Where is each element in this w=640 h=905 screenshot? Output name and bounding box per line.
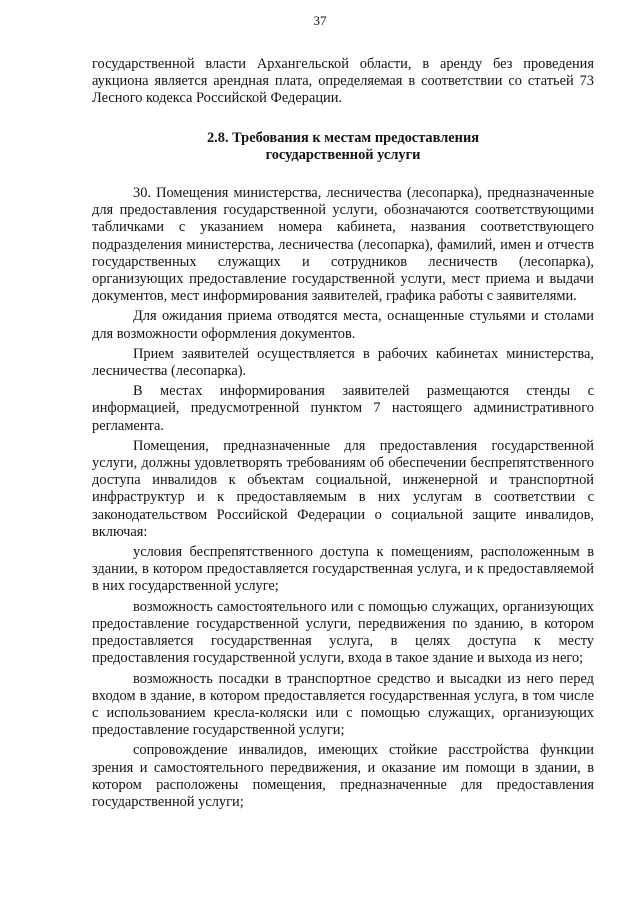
paragraph-30: 30. Помещения министерства, лесничества (лесопарка), предназначенные для предоставления государственной услуги, обозначаются соответствующими табличками с указанием номера кабинета, названия соответствующего подразделения министерства, лесничества (лесопарка), фамилий, имен и отчеств государственных служащих и сотрудников лесничеств (лесопарка), организующих предоставление государственной услуги, мест приема и выдачи документов, мест информирования заявителей, графика работы с заявителями. [92, 185, 594, 305]
list-item-movement: возможность самостоятельного или с помощью служащих, организующих предоставление государственной услуги, передвижения по зданию, в котором предоставляется государственная услуга, в целях доступа к месту предоставления государственной услуги, входа в такое здание и выхода из него; [92, 598, 594, 667]
list-item-transport: возможность посадки в транспортное средство и высадки из него перед входом в здание, в котором предоставляется государственная услуга, в том числе с использованием кресла-коляски или с помощью служащих, организующих предоставление государственной услуги; [92, 670, 594, 739]
paragraph-accessibility: Помещения, предназначенные для предоставления государственной услуги, должны удовлетворять требованиям об обеспечении беспрепятственного доступа инвалидов к объектам социальной, инженерной и транспортной инфраструктур и к предоставляемым в них услугам в соответствии с законодательством Российской Федерации о социальной защите инвалидов, включая: [92, 437, 594, 540]
paragraph-info-stands: В местах информирования заявителей размещаются стенды с информацией, предусмотренной пунктом 7 настоящего административного регламента. [92, 383, 594, 434]
section-heading-line-2: государственной услуги [265, 146, 421, 163]
section-heading [92, 130, 594, 164]
paragraph-waiting-area: Для ожидания приема отводятся места, оснащенные стульями и столами для возможности оформления документов. [92, 308, 594, 342]
paragraph-reception: Прием заявителей осуществляется в рабочих кабинетах министерства, лесничества (лесопарка). [92, 345, 594, 380]
document-body [92, 56, 594, 811]
list-item-escort: сопровождение инвалидов, имеющих стойкие расстройства функции зрения и самостоятельного передвижения, и оказание им помощи в здании, в котором расположены помещения, предназначенные для предоставления государственной услуги; [92, 742, 594, 810]
page-number: 37 [313, 13, 327, 28]
section-heading-line-1: 2.8. Требования к местам предоставления [206, 129, 480, 146]
list-item-access-conditions: условия беспрепятственного доступа к помещениям, расположенным в здании, в котором предоставляется государственная услуга, и к предоставляемой в них государственной услуге; [92, 544, 594, 595]
intro-paragraph: государственной власти Архангельской области, в аренду без проведения аукциона является арендная плата, определяемая в соответствии со статьей 73 Лесного кодекса Российской Федерации. [92, 56, 594, 107]
